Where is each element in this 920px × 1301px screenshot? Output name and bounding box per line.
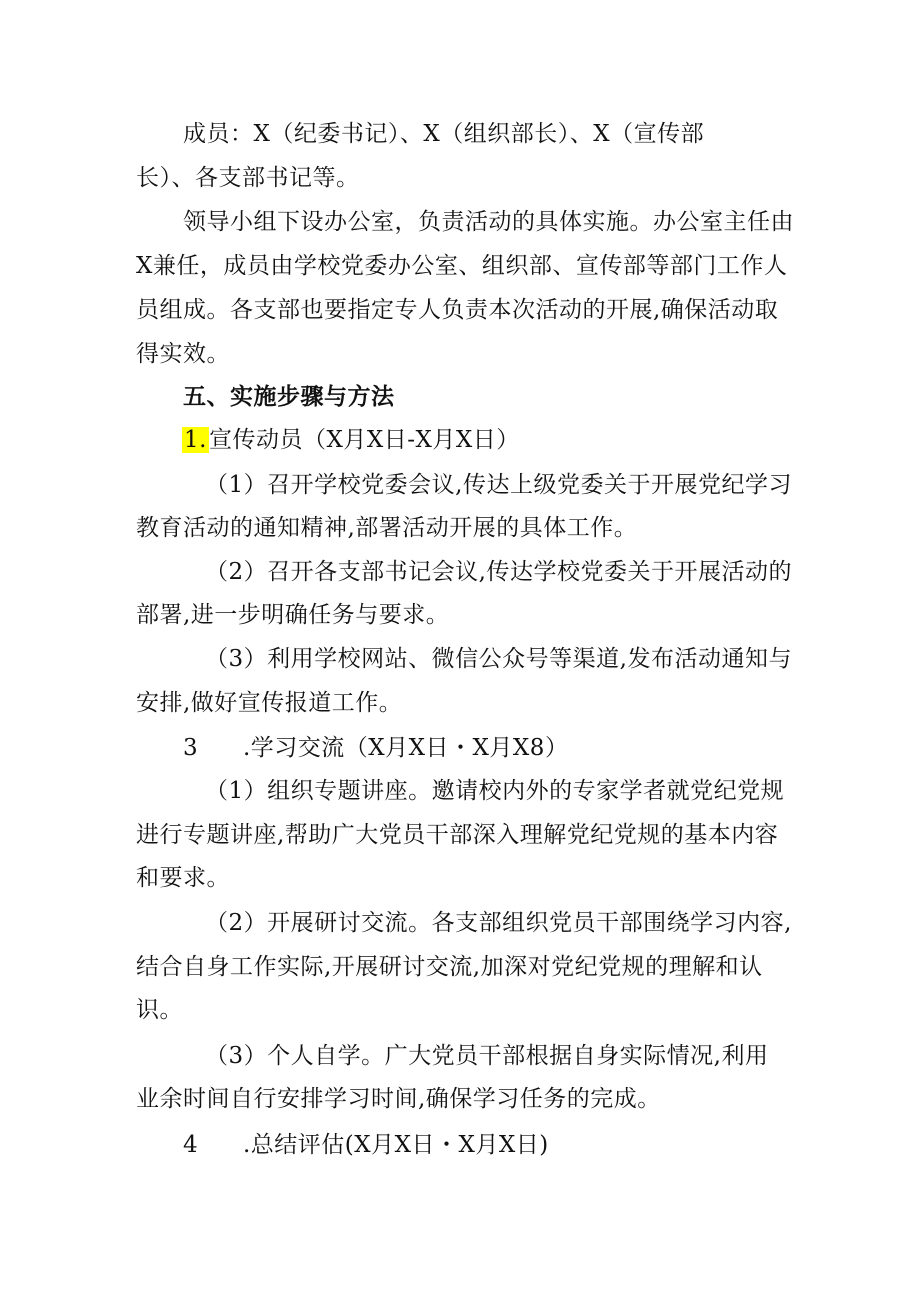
- step-4-heading: [183, 1130, 549, 1160]
- step-3-item-2-line-1: （2）开展研讨交流。各支部组织党员干部围绕学习内容,: [205, 910, 792, 936]
- members-line-2: 长）、各支部书记等。: [136, 165, 360, 191]
- step-3-item-1-line-2: 进行专题讲座,帮助广大党员干部深入理解党纪党规的基本内容: [136, 822, 779, 848]
- section-5-heading: 五、实施步骤与方法: [183, 383, 395, 410]
- step-3-item-1-line-3: 和要求。: [136, 865, 230, 891]
- step-4-number: 4: [183, 1132, 199, 1158]
- step-3-item-3-line-2: 业余时间自行安排学习时间,确保学习任务的完成。: [136, 1086, 661, 1112]
- step-3-item-3-line-1: （3）个人自学。广大党员干部根据自身实际情况,利用: [205, 1043, 769, 1069]
- step-3-item-1-line-1: （1）组织专题讲座。邀请校内外的专家学者就党纪党规: [205, 778, 785, 804]
- office-line-1: 领导小组下设办公室，负责活动的具体实施。办公室主任由: [183, 209, 794, 235]
- step-1-item-1-line-1: （1）召开学校党委会议,传达上级党委关于开展党纪学习: [205, 472, 792, 498]
- step-3-item-2-line-3: 识。: [136, 997, 183, 1023]
- step-3-heading: [183, 733, 568, 763]
- step-3-title: .学习交流（X月X日・X月X8）: [243, 735, 569, 761]
- step-1-item-3-line-2: 安排,做好宣传报道工作。: [136, 690, 403, 716]
- office-line-2: X兼任，成员由学校党委办公室、组织部、宣传部等部门工作人: [136, 253, 788, 279]
- step-1-number-highlight: 1.: [184, 427, 207, 453]
- step-1-item-3-line-1: （3）利用学校网站、微信公众号等渠道,发布活动通知与: [205, 646, 792, 672]
- step-3-item-2-line-2: 结合自身工作实际,开展研讨交流,加深对党纪党规的理解和认: [136, 954, 763, 980]
- step-1-heading: [182, 425, 520, 455]
- office-line-3: 员组成。各支部也要指定专人负责本次活动的开展,确保活动取: [136, 297, 779, 323]
- office-line-4: 得实效。: [136, 341, 230, 367]
- step-1-item-1-line-2: 教育活动的通知精神,部署活动开展的具体工作。: [136, 515, 638, 541]
- step-1-item-2-line-2: 部署,进一步明确任务与要求。: [136, 602, 450, 628]
- members-line-1: 成员：X（纪委书记）、X（组织部长）、X（宣传部: [183, 121, 705, 147]
- step-1-title: 宣传动员（X月X日-X月X日）: [208, 427, 520, 453]
- step-4-title: .总结评估(X月X日・X月X日): [243, 1132, 549, 1158]
- step-3-number: 3: [183, 735, 199, 761]
- step-1-item-2-line-1: （2）召开各支部书记会议,传达学校党委关于开展活动的: [205, 559, 792, 585]
